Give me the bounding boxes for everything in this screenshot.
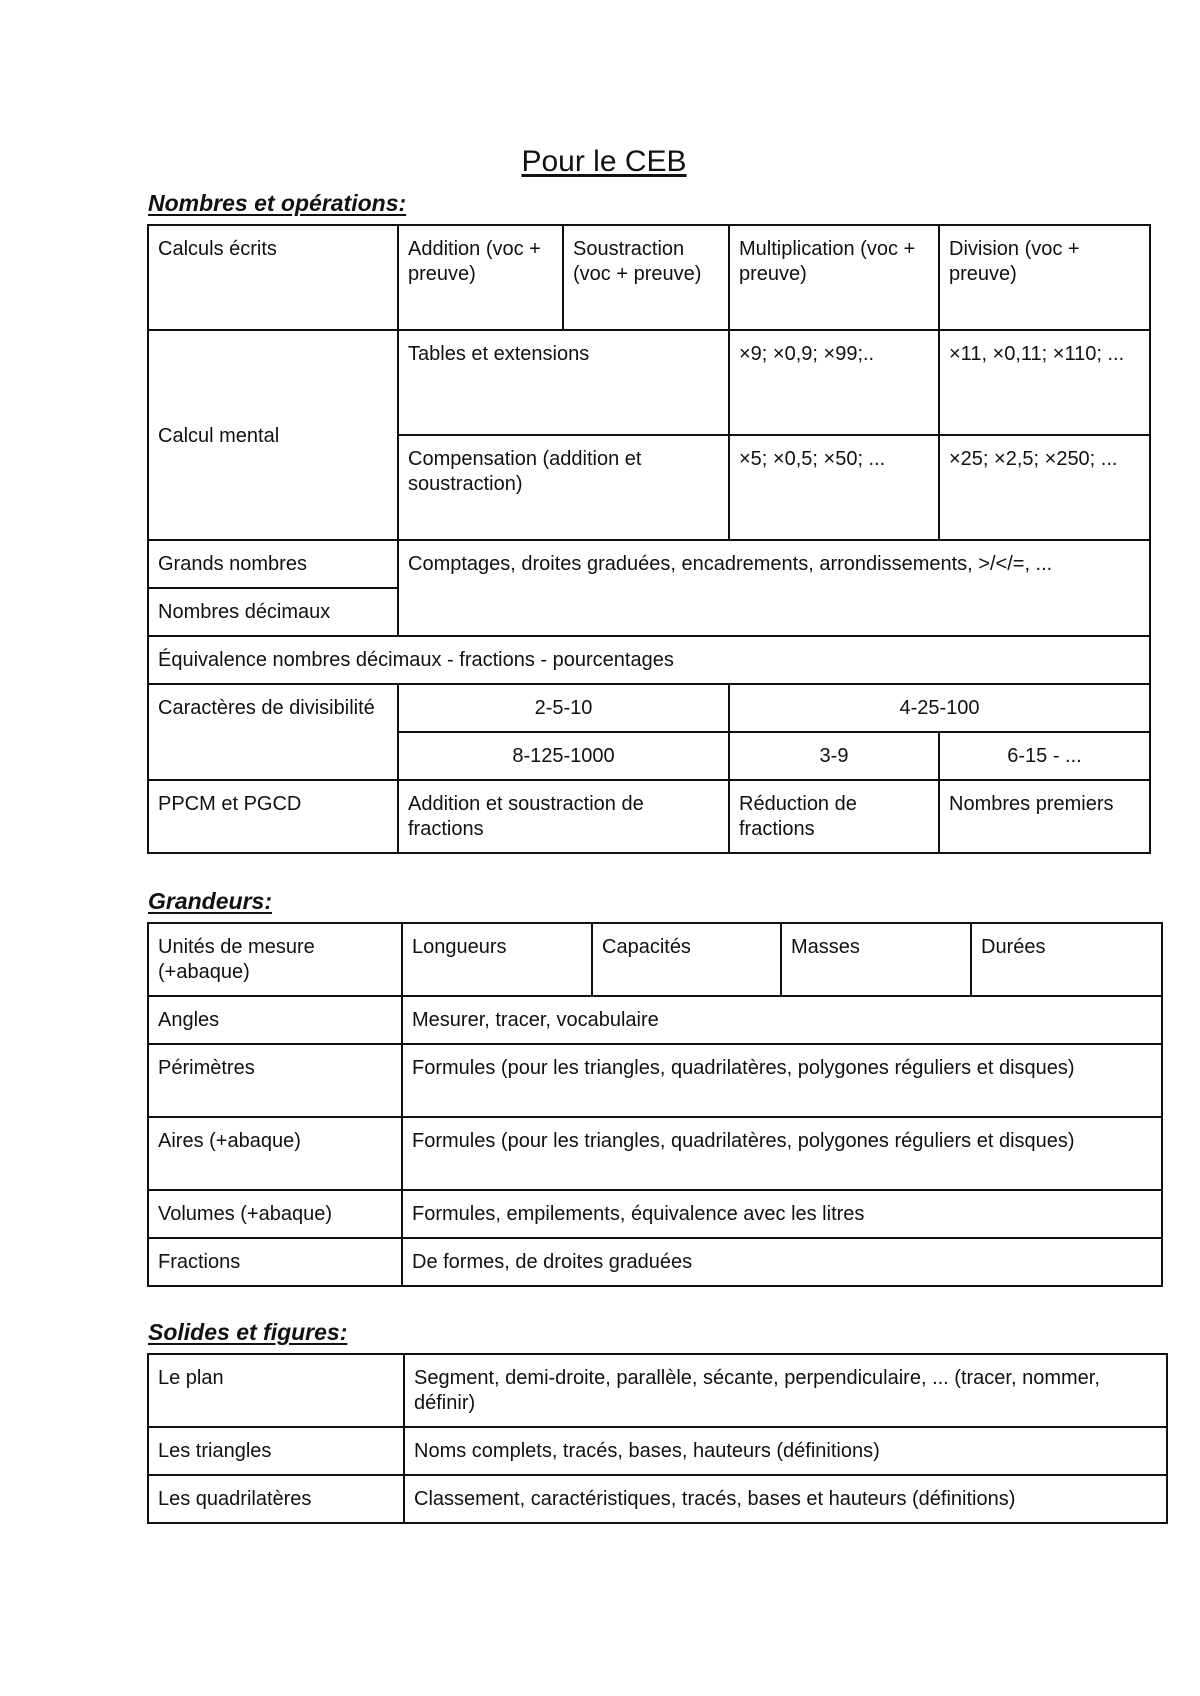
table-row xyxy=(148,1044,1162,1117)
cell-div-8-125-1000: 8-125-1000 xyxy=(398,732,729,780)
row-label-volumes: Volumes (+abaque) xyxy=(148,1190,402,1238)
page-title: Pour le CEB xyxy=(521,145,687,178)
cell-div-4-25-100: 4-25-100 xyxy=(729,684,1150,732)
row-label-aires: Aires (+abaque) xyxy=(148,1117,402,1190)
table-row xyxy=(148,1117,1162,1190)
table-row xyxy=(148,1238,1162,1286)
cell-compensation: Compensation (addition et soustraction) xyxy=(398,435,729,540)
section-heading-solides: Solides et figures: xyxy=(148,1319,348,1345)
section-heading-nombres: Nombres et opérations: xyxy=(148,190,407,216)
table-row xyxy=(148,636,1150,684)
table-solides-figures xyxy=(147,1353,1168,1524)
cell-equivalence: Équivalence nombres décimaux - fractions - pourcentages xyxy=(148,636,1150,684)
cell-durees: Durées xyxy=(971,923,1162,996)
row-label-unites-mesure: Unités de mesure (+abaque) xyxy=(148,923,402,996)
row-label-fractions: Fractions xyxy=(148,1238,402,1286)
table-row xyxy=(148,225,1150,330)
cell-capacites: Capacités xyxy=(592,923,781,996)
cell-aires-value: Formules (pour les triangles, quadrilatères, polygones réguliers et disques) xyxy=(402,1117,1162,1190)
table-row xyxy=(148,330,1150,435)
table-nombres-operations xyxy=(147,224,1151,854)
cell-perimetres-value: Formules (pour les triangles, quadrilatères, polygones réguliers et disques) xyxy=(402,1044,1162,1117)
row-label-les-quadrilateres: Les quadrilatères xyxy=(148,1475,404,1523)
cell-div-3-9: 3-9 xyxy=(729,732,939,780)
cell-division: Division (voc + preuve) xyxy=(939,225,1150,330)
cell-multiplication: Multiplication (voc + preuve) xyxy=(729,225,939,330)
row-label-nombres-decimaux: Nombres décimaux xyxy=(148,588,398,636)
row-label-perimetres: Périmètres xyxy=(148,1044,402,1117)
cell-masses: Masses xyxy=(781,923,971,996)
cell-mental-x9: ×9; ×0,9; ×99;.. xyxy=(729,330,939,435)
cell-addition-fractions: Addition et soustraction de fractions xyxy=(398,780,729,853)
table-row xyxy=(148,684,1150,732)
row-label-angles: Angles xyxy=(148,996,402,1044)
table-row xyxy=(148,996,1162,1044)
table-row xyxy=(148,1475,1167,1523)
table-grandeurs xyxy=(147,922,1163,1287)
cell-tables-extensions: Tables et extensions xyxy=(398,330,729,435)
cell-mental-x11: ×11, ×0,11; ×110; ... xyxy=(939,330,1150,435)
row-label-ppcm: PPCM et PGCD xyxy=(148,780,398,853)
cell-mental-x25: ×25; ×2,5; ×250; ... xyxy=(939,435,1150,540)
table-row xyxy=(148,1354,1167,1427)
cell-reduction-fractions: Réduction de fractions xyxy=(729,780,939,853)
row-label-divisibilite: Caractères de divisibilité xyxy=(148,684,398,780)
table-row xyxy=(148,1190,1162,1238)
section-heading-grandeurs: Grandeurs: xyxy=(148,888,272,914)
cell-angles-value: Mesurer, tracer, vocabulaire xyxy=(402,996,1162,1044)
cell-volumes-value: Formules, empilements, équivalence avec les litres xyxy=(402,1190,1162,1238)
cell-comptages: Comptages, droites graduées, encadrements, arrondissements, >/</=, ... xyxy=(398,540,1150,636)
cell-les-triangles-value: Noms complets, tracés, bases, hauteurs (définitions) xyxy=(404,1427,1167,1475)
row-label-grands-nombres: Grands nombres xyxy=(148,540,398,588)
cell-le-plan-value: Segment, demi-droite, parallèle, sécante, perpendiculaire, ... (tracer, nommer, définir) xyxy=(404,1354,1167,1427)
cell-div-6-15: 6-15 - ... xyxy=(939,732,1150,780)
table-row xyxy=(148,923,1162,996)
row-label-les-triangles: Les triangles xyxy=(148,1427,404,1475)
row-label-le-plan: Le plan xyxy=(148,1354,404,1427)
row-label-calcul-mental: Calcul mental xyxy=(148,330,398,540)
table-row xyxy=(148,780,1150,853)
cell-addition: Addition (voc + preuve) xyxy=(398,225,563,330)
cell-les-quadrilateres-value: Classement, caractéristiques, tracés, bases et hauteurs (définitions) xyxy=(404,1475,1167,1523)
cell-soustraction: Soustraction (voc + preuve) xyxy=(563,225,729,330)
cell-longueurs: Longueurs xyxy=(402,923,592,996)
cell-mental-x5: ×5; ×0,5; ×50; ... xyxy=(729,435,939,540)
table-row xyxy=(148,1427,1167,1475)
table-row xyxy=(148,540,1150,588)
cell-fractions-value: De formes, de droites graduées xyxy=(402,1238,1162,1286)
cell-nombres-premiers: Nombres premiers xyxy=(939,780,1150,853)
cell-div-2-5-10: 2-5-10 xyxy=(398,684,729,732)
row-label-calculs-ecrits: Calculs écrits xyxy=(148,225,398,330)
